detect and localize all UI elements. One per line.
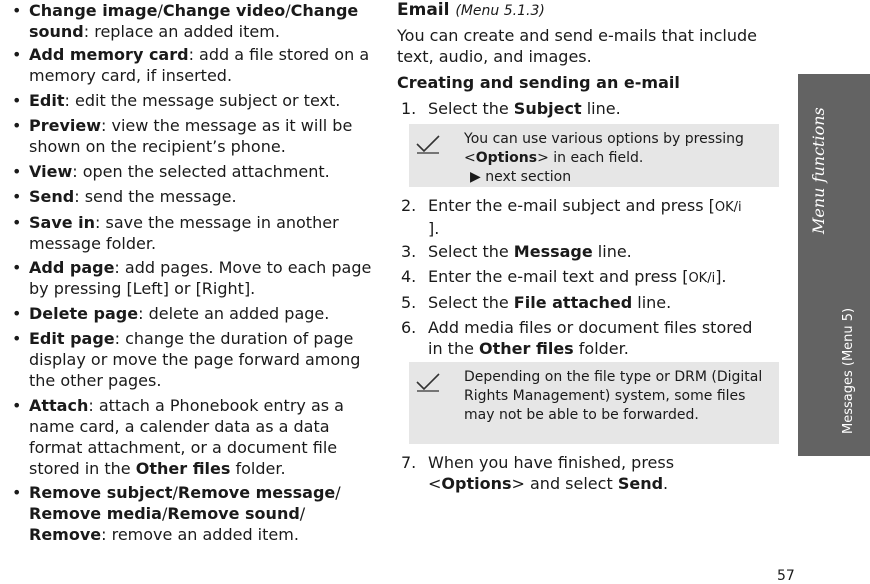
bullet-delete-page: • Delete page: delete an added page. bbox=[12, 303, 384, 324]
step-number: 1. bbox=[401, 99, 417, 118]
step-number: 7. bbox=[401, 453, 417, 472]
bullet-attach: • Attach: attach a Phonebook entry as a name card, a calender data as a data format attachment, or a document file stored in the Other files folder. bbox=[12, 395, 384, 479]
side-section-text: Menu functions bbox=[809, 107, 828, 234]
note-options bbox=[409, 124, 779, 187]
section-heading bbox=[397, 0, 545, 20]
bullet-preview: • Preview: view the message as it will be shown on the recipient’s phone. bbox=[12, 115, 384, 157]
step-5 bbox=[397, 292, 768, 313]
step-text: Select the Subject line. bbox=[428, 99, 621, 118]
step-text: Add media files or document files stored in the Other files folder. bbox=[428, 318, 753, 358]
bullet-save-in: • Save in: save the message in another message folder. bbox=[12, 212, 384, 254]
note-text: Depending on the file type or DRM (Digital Rights Management) system, some files may not be able to be forwarded. bbox=[464, 369, 763, 423]
note-drm bbox=[409, 362, 779, 444]
section-title: Email bbox=[397, 0, 450, 20]
side-menu-label bbox=[838, 234, 862, 434]
side-section-label bbox=[806, 74, 834, 234]
ok-key-icon: OK/i bbox=[714, 200, 742, 215]
bullet-remove: • Remove subject/Remove message/ Remove media/Remove sound/ Remove: remove an added item. bbox=[12, 482, 384, 545]
note-check-icon bbox=[416, 371, 440, 393]
step-text: Enter the e-mail subject and press [OK/i]. bbox=[428, 196, 742, 238]
side-menu-text: Messages (Menu 5) bbox=[841, 307, 856, 434]
bullet-view: • View: open the selected attachment. bbox=[12, 161, 384, 182]
step-number: 4. bbox=[401, 267, 417, 286]
step-2 bbox=[397, 195, 748, 239]
step-text: Select the Message line. bbox=[428, 242, 632, 261]
bullet-add-page: • Add page: add pages. Move to each page by pressing [Left] or [Right]. bbox=[12, 257, 384, 299]
menu-number: (Menu 5.1.3) bbox=[455, 3, 545, 19]
bullet-change-item: • Change image/Change video/Change sound: replace an added item. bbox=[12, 0, 384, 42]
intro-paragraph: You can create and send e-mails that include text, audio, and images. bbox=[397, 26, 757, 66]
page-number: 57 bbox=[777, 568, 795, 584]
step-text: When you have finished, press <Options> and select Send. bbox=[428, 453, 675, 493]
step-3 bbox=[397, 241, 768, 262]
step-4 bbox=[397, 266, 768, 289]
step-7 bbox=[397, 452, 768, 494]
note-text: You can use various options by pressing <Options> in each field. bbox=[464, 131, 744, 166]
step-6 bbox=[397, 317, 768, 359]
subheading: Creating and sending an e-mail bbox=[397, 73, 680, 92]
bullet-edit-page: • Edit page: change the duration of page display or move the page forward among the other pages. bbox=[12, 328, 384, 391]
step-1 bbox=[397, 98, 768, 119]
next-section-link[interactable]: ▶ next section bbox=[470, 169, 572, 185]
note-check-icon bbox=[416, 133, 440, 155]
ok-key-icon: OK/i bbox=[688, 271, 716, 286]
step-number: 5. bbox=[401, 293, 417, 312]
bullet-edit: • Edit: edit the message subject or text. bbox=[12, 90, 384, 111]
step-text: Enter the e-mail text and press [OK/i]. bbox=[428, 266, 768, 289]
bullet-add-memory-card: • Add memory card: add a file stored on a memory card, if inserted. bbox=[12, 44, 384, 86]
bullet-send: • Send: send the message. bbox=[12, 186, 384, 207]
step-number: 2. bbox=[401, 196, 417, 215]
step-text: Select the File attached line. bbox=[428, 293, 672, 312]
step-number: 3. bbox=[401, 242, 417, 261]
step-number: 6. bbox=[401, 318, 417, 337]
